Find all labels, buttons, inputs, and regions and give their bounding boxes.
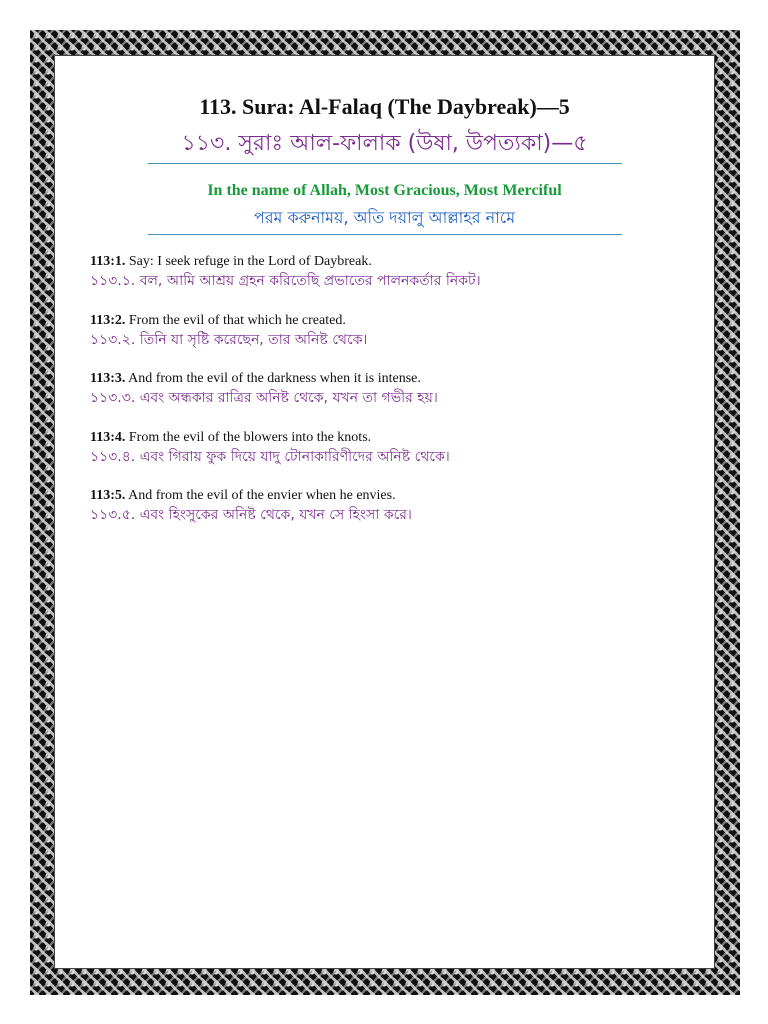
verse-text: Say: I seek refuge in the Lord of Daybreak.	[128, 254, 372, 269]
bismillah-english: In the name of Allah, Most Gracious, Most Merciful	[207, 182, 562, 199]
verse-english	[90, 311, 690, 330]
verse-bengali: ১১৩.৫. এবং হিংসুকের অনিষ্ট থেকে, যখন সে হিংসা করে।	[90, 507, 412, 523]
verse-item	[90, 486, 690, 545]
verse-english	[90, 252, 690, 271]
verse-ref: 113:4.	[90, 429, 126, 445]
verse-bengali: ১১৩.৩. এবং অন্ধকার রাত্রির অনিষ্ট থেকে, যখন তা গভীর হয়।	[90, 390, 438, 406]
page-title-english: 113. Sura: Al-Falaq (The Daybreak)—5	[199, 94, 570, 119]
verse-text: From the evil of the blowers into the knots.	[128, 429, 372, 445]
verse-item	[90, 252, 690, 311]
verse-ref: 113:2.	[90, 312, 126, 328]
verse-text: And from the evil of the envier when he envies.	[128, 488, 396, 503]
verse-text: From the evil of that which he created.	[128, 312, 346, 328]
verse-item	[90, 428, 690, 487]
verse-ref: 113:5.	[90, 488, 126, 503]
divider-top	[148, 163, 622, 164]
content-panel	[55, 56, 714, 968]
verse-ref: 113:1.	[90, 254, 126, 269]
verse-bengali: ১১৩.৪. এবং গিরায় ফুক দিয়ে যাদু টোনাকারিণীদের অনিষ্ট থেকে।	[90, 448, 450, 465]
verse-bengali: ১১৩.২. তিনি যা সৃষ্টি করেছেন, তার অনিষ্ট থেকে।	[90, 331, 368, 348]
verse-item	[90, 311, 690, 370]
page-title-bengali: ১১৩. সুরাঃ আল-ফালাক (উষা, উপত্যকা)—৫	[181, 131, 588, 156]
bismillah-bengali: পরম করুনাময়, অতি দয়ালু আল্লাহর নামে	[253, 208, 516, 227]
verse-item	[90, 369, 690, 428]
verse-english	[90, 369, 690, 388]
verse-english	[90, 428, 690, 447]
divider-bottom	[148, 234, 622, 235]
verse-bengali: ১১৩.১. বল, আমি আশ্রয় গ্রহন করিতেছি প্রভাতের পালনকর্তার নিকট।	[90, 273, 481, 289]
verse-text: And from the evil of the darkness when it is intense.	[128, 371, 421, 386]
verse-list	[90, 252, 690, 545]
verse-ref: 113:3.	[90, 371, 126, 386]
verse-english	[90, 486, 690, 505]
